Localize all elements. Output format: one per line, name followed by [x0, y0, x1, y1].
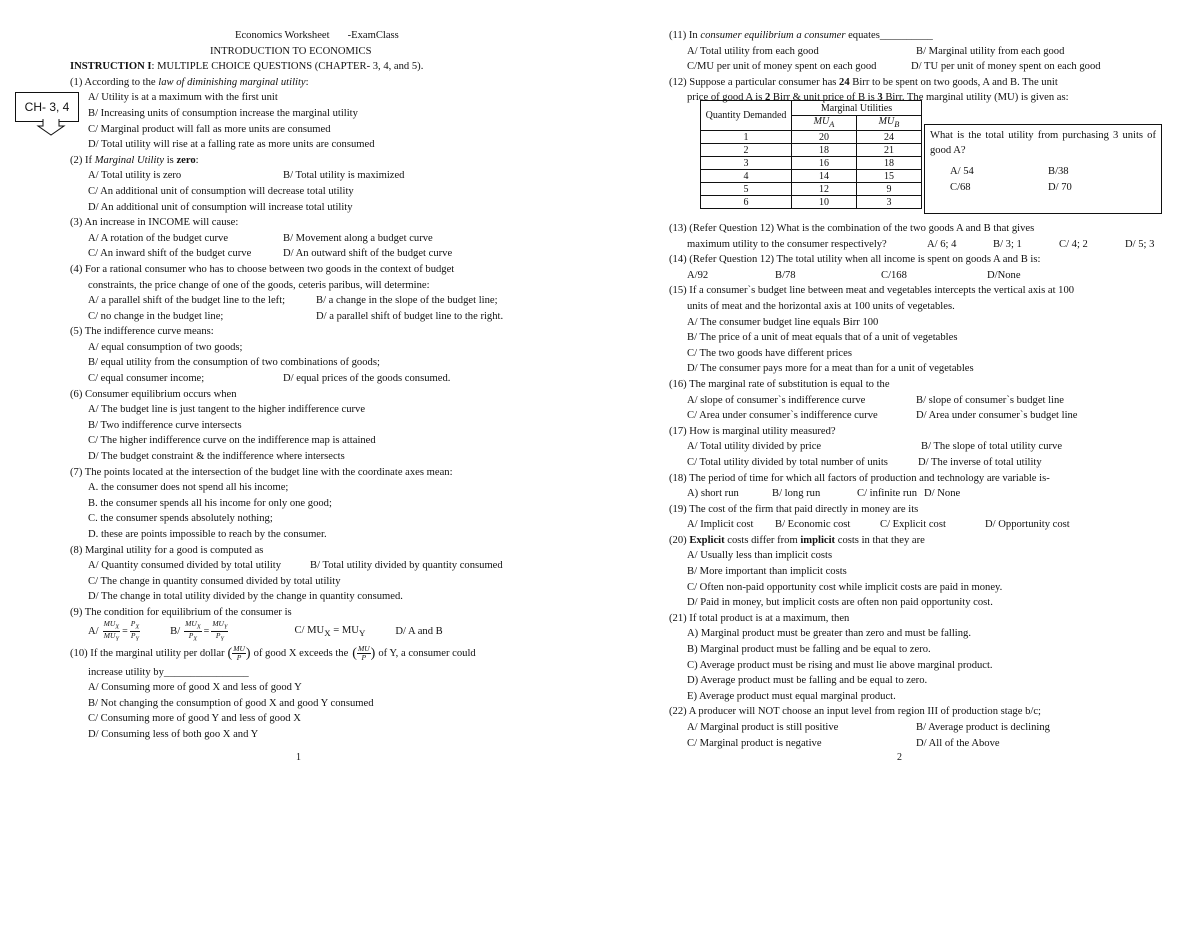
table-row: 5 12 9	[701, 183, 922, 196]
option: D/ TU per unit of money spent on each good	[911, 61, 1101, 73]
option: C/ Area under consumer`s indifference curve	[687, 410, 878, 422]
header-mu-b: $MU_B$	[856, 116, 921, 131]
option: A/ Quantity consumed divided by total utility	[88, 560, 282, 572]
option-row	[669, 439, 1169, 455]
question-10: (10) If the marginal utility per dollar ( $\frac{MU}{P}$ ) of good X exceeds the ( $\frac{MU}{P}$ ) of Y, a consumer could	[70, 644, 476, 663]
option: B/ 3; 1	[993, 238, 1022, 250]
page-number: 2	[897, 752, 902, 763]
option-row	[70, 309, 570, 325]
option-row	[669, 59, 1169, 75]
option: C/ equal consumer income;	[88, 373, 205, 385]
option-label: C/ $MU_X = MU_Y$	[294, 624, 366, 638]
table-row: 1 20 24	[701, 131, 922, 144]
option: A/ 6; 4	[927, 238, 957, 250]
option: D/ equal prices of the goods consumed.	[283, 373, 451, 385]
question-2: (2) If Marginal Utility is zero:	[70, 154, 199, 166]
option-row	[669, 486, 1169, 502]
question-14: (14) (Refer Question 12) The total utility when all income is spent on goods A and B is:	[669, 254, 1041, 266]
option: D/ The inverse of total utility	[918, 456, 1042, 468]
option: B/ Increasing units of consumption increase the marginal utility	[88, 107, 358, 119]
option: A) short run	[687, 488, 739, 500]
option: B/38	[1048, 166, 1069, 177]
question-3: (3) An increase in INCOME will cause:	[70, 217, 239, 229]
option: A/ slope of consumer`s indifference curve	[687, 394, 866, 406]
option: C/ An inward shift of the budget curve	[88, 248, 252, 260]
option: B/ Economic cost	[775, 519, 851, 531]
option: D/ An outward shift of the budget curve	[283, 248, 453, 260]
option: D) Average product must be falling and be equal to zero.	[687, 675, 928, 687]
option: B/ Not changing the consumption of good X and good Y consumed	[88, 697, 374, 709]
option-row	[669, 268, 1169, 284]
question-9-options: A/ $\frac{MU_X}{MU_Y}$ = $\frac{P_X}{P_Y}$ B/ $\frac{MU_X}{P_X}$ = $\frac{MU_Y}{P_Y}$ C/ $MU_X = MU_Y$ D/ A and B	[88, 618, 443, 643]
option: B/78	[775, 269, 796, 281]
option: B/ Marginal utility from each good	[916, 45, 1065, 57]
question-7: (7) The points located at the intersection of the budget line with the coordinate axes mean:	[70, 466, 453, 478]
worksheet-subtitle: INTRODUCTION TO ECONOMICS	[210, 45, 372, 57]
instruction-line: INSTRUCTION I: MULTIPLE CHOICE QUESTIONS (CHAPTER- 3, 4, and 5).	[70, 61, 424, 73]
option-row	[70, 371, 570, 387]
option: C/ Total utility divided by total number of units	[687, 456, 888, 468]
option-row	[669, 720, 1169, 736]
worksheet-page-2-lower	[669, 221, 1169, 751]
option-row	[669, 517, 1169, 533]
box-options	[930, 164, 1156, 196]
option: A/ Total utility from each good	[687, 45, 819, 57]
question-4: (4) For a rational consumer who has to choose between two goods in the context of budget	[70, 263, 455, 275]
option: C/ The higher indifference curve on the indifference map is attained	[88, 435, 376, 447]
option: E) Average product must equal marginal product.	[687, 690, 896, 702]
question-9: (9) The condition for equilibrium of the consumer is	[70, 606, 292, 618]
question-1: (1) According to the law of diminishing marginal utility:	[70, 76, 309, 88]
option: C/68	[950, 182, 971, 193]
option: A/ The consumer budget line equals Birr 100	[687, 316, 879, 328]
option: A. the consumer does not spend all his income;	[88, 482, 289, 494]
table-row: 6 10 3	[701, 196, 922, 209]
option-row	[669, 408, 1169, 424]
option: D/ Opportunity cost	[985, 519, 1070, 531]
table-row: 4 14 15	[701, 170, 922, 183]
option: C/168	[881, 269, 907, 281]
page-number: 1	[296, 752, 301, 763]
option-row	[70, 231, 570, 247]
option: C) Average product must be rising and must lie above marginal product.	[687, 659, 993, 671]
option: B/ a change in the slope of the budget line;	[316, 295, 498, 307]
option: B/ slope of consumer`s budget line	[916, 394, 1064, 406]
header-mu-a: $MU_A$	[792, 116, 857, 131]
option: D/ Consuming less of both goo X and Y	[88, 728, 259, 740]
option: B. the consumer spends all his income for only one good;	[88, 497, 332, 509]
option: D/None	[987, 269, 1021, 281]
option: C/ infinite run	[857, 488, 918, 500]
question-6: (6) Consumer equilibrium occurs when	[70, 388, 237, 400]
option: C/ Marginal product will fall as more units are consumed	[88, 123, 331, 135]
option: A/ Marginal product is still positive	[687, 722, 839, 733]
chapter-label: CH- 3, 4	[24, 100, 70, 114]
option: B/ Total utility divided by quantity consumed	[310, 560, 503, 572]
table-row: 2 18 21	[701, 144, 922, 157]
option: D/ The change in total utility divided by the change in quantity consumed.	[88, 591, 403, 603]
option: D/ Area under consumer`s budget line	[916, 410, 1078, 422]
option-row	[70, 293, 570, 309]
option: B/ equal utility from the consumption of two combinations of goods;	[88, 357, 380, 369]
question-21: (21) If total product is at a maximum, then	[669, 612, 850, 624]
option: A/ Total utility divided by price	[687, 441, 822, 453]
worksheet-page-1	[70, 28, 570, 743]
question-13: (13) (Refer Question 12) What is the combination of the two goods A and B that gives	[669, 223, 1035, 234]
down-arrow-icon	[36, 118, 66, 136]
question-19: (19) The cost of the firm that paid directly in money are its	[669, 503, 919, 515]
option: A/ Total utility is zero	[88, 170, 182, 182]
question-8: (8) Marginal utility for a good is computed as	[70, 544, 264, 556]
option: A/ Utility is at a maximum with the first unit	[88, 92, 278, 104]
option: C/ The two goods have different prices	[687, 347, 852, 359]
header-quantity: Quantity Demanded	[701, 101, 792, 131]
option-row	[669, 736, 1169, 752]
option: B/ More important than implicit costs	[687, 566, 847, 578]
option: D/ All of the Above	[916, 737, 1000, 749]
option: D. these are points impossible to reach by the consumer.	[88, 529, 327, 540]
question-13-cont: maximum utility to the consumer respectively? A/ 6; 4 B/ 3; 1 C/ 4; 2 D/ 5; 3	[669, 237, 1169, 253]
question-22: (22) A producer will NOT choose an input level from region III of production stage b/c;	[669, 706, 1041, 718]
header-marginal-utilities: Marginal Utilities	[792, 101, 922, 116]
option: A/ equal consumption of two goods;	[88, 341, 243, 353]
question-12: (12) Suppose a particular consumer has 24 Birr to be spent on two goods, A and B. The unit	[669, 76, 1058, 88]
option: A/92	[687, 269, 709, 281]
option: C/ An additional unit of consumption will decrease total utility	[88, 185, 354, 197]
option-row	[669, 44, 1169, 60]
table-row: 3 16 18	[701, 157, 922, 170]
question-5: (5) The indifference curve means:	[70, 326, 214, 338]
option: B/ Two indifference curve intersects	[88, 419, 242, 431]
total-utility-question-box	[924, 124, 1162, 214]
option-label: D/ A and B	[395, 625, 443, 637]
option: D/ 70	[1048, 182, 1072, 193]
option: C/ Consuming more of good Y and less of good X	[88, 713, 301, 725]
option: C/MU per unit of money spent on each good	[687, 61, 877, 73]
option: C/ Marginal product is negative	[687, 737, 822, 749]
option: C/ The change in quantity consumed divided by total utility	[88, 575, 341, 587]
option: D/ Total utility will rise at a falling rate as more units are consumed	[88, 139, 375, 151]
option-row	[669, 455, 1169, 471]
option: C. the consumer spends absolutely nothing;	[88, 513, 273, 525]
question-16: (16) The marginal rate of substitution is equal to the	[669, 378, 890, 390]
option: D/ 5; 3	[1125, 238, 1155, 250]
question-12-cont: price of good A is 2 Birr & unit price of B is 3 Birr. The marginal utility (MU) is given as:	[687, 92, 1069, 104]
option: B/ Average product is declining	[916, 722, 1050, 733]
question-17: (17) How is marginal utility measured?	[669, 425, 836, 437]
question-15: (15) If a consumer`s budget line between meat and vegetables intercepts the vertical axis at 100	[669, 285, 1075, 297]
option: C/ Often non-paid opportunity cost while implicit costs are paid in money.	[687, 581, 1003, 593]
option: A/ Implicit cost	[687, 519, 754, 531]
option: A/ a parallel shift of the budget line to the left;	[88, 295, 286, 307]
option-row	[669, 393, 1169, 409]
option: B/ Total utility is maximized	[283, 170, 405, 182]
option: B/ long run	[772, 488, 821, 500]
option-label: B/	[170, 625, 181, 637]
option: D/ The budget constraint & the indifference where intersects	[88, 451, 345, 463]
option: C/ no change in the budget line;	[88, 310, 224, 322]
option: D/ An additional unit of consumption will increase total utility	[88, 201, 353, 213]
option: A/ Usually less than implicit costs	[687, 550, 833, 562]
option: D/ The consumer pays more for a meat than for a unit of vegetables	[687, 363, 974, 375]
question-15-cont: units of meat and the horizontal axis at 100 units of vegetables.	[687, 300, 955, 312]
option: C/ Explicit cost	[880, 519, 946, 531]
option: C/ 4; 2	[1059, 238, 1088, 250]
option: A/ Consuming more of good X and less of good Y	[88, 682, 302, 694]
option: A) Marginal product must be greater than zero and must be falling.	[687, 628, 971, 640]
option-label: A/	[88, 625, 99, 637]
question-18: (18) The period of time for which all factors of production and technology are variable is-	[669, 472, 1050, 484]
option: D/ a parallel shift of budget line to the right.	[316, 310, 504, 322]
option-row	[70, 246, 570, 262]
option: D/ None	[924, 488, 961, 500]
option-row	[70, 168, 570, 184]
question-4-cont: constraints, the price change of one of the goods, ceteris paribus, will determine:	[88, 279, 430, 291]
option-row	[70, 558, 570, 574]
option: B/ The price of a unit of meat equals that of a unit of vegetables	[687, 332, 958, 344]
option: B/ Movement along a budget curve	[283, 232, 433, 244]
worksheet-title: Economics Worksheet -ExamClass	[235, 30, 399, 41]
marginal-utility-table	[700, 100, 922, 209]
box-question: What is the total utility from purchasing 3 units of good A?	[930, 130, 1156, 156]
worksheet-page-2	[669, 28, 1169, 106]
question-20: (20) Explicit costs differ from implicit costs in that they are	[669, 534, 925, 546]
option: A/ A rotation of the budget curve	[88, 232, 229, 244]
question-11: (11) In consumer equilibrium a consumer equates__________	[669, 30, 933, 41]
option: D/ Paid in money, but implicit costs are often non paid opportunity cost.	[687, 597, 993, 609]
option: A/ The budget line is just tangent to the higher indifference curve	[88, 404, 366, 416]
option: A/ 54	[950, 166, 974, 177]
option: B/ The slope of total utility curve	[921, 441, 1063, 453]
option: B) Marginal product must be falling and be equal to zero.	[687, 644, 931, 656]
question-10-cont: increase utility by________________	[88, 666, 249, 678]
